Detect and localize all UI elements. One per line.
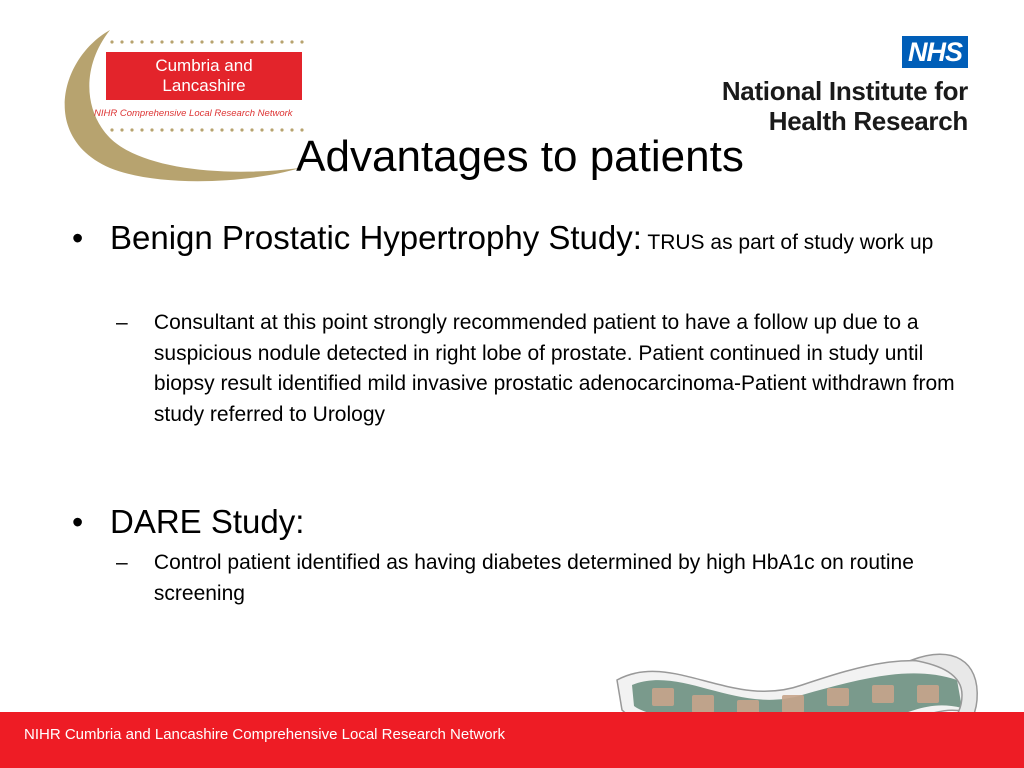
logo-line-1: Cumbria and [155, 56, 253, 75]
nihr-line-1: National Institute for [721, 76, 968, 106]
footer-bar [0, 712, 1024, 768]
dash-glyph: – [116, 311, 128, 334]
bullet-glyph: • [72, 220, 84, 256]
bullet-glyph: • [72, 504, 84, 540]
nihr-logo [722, 36, 968, 136]
sub-bullet-item [116, 308, 972, 430]
bullet-heading: DARE Study: [110, 503, 305, 540]
logo-tagline: NIHR Comprehensive Local Research Network [94, 108, 293, 119]
bullet-item [72, 218, 972, 258]
sub-bullet-item [116, 548, 972, 609]
slide-title: Advantages to patients [296, 132, 744, 181]
slide-content [72, 218, 972, 609]
logo-line-2: Lancashire [162, 76, 246, 95]
dash-glyph: – [116, 551, 128, 574]
bullet-heading: Benign Prostatic Hypertrophy Study: [110, 219, 642, 256]
nhs-badge: NHS [902, 36, 968, 68]
footer-text: NIHR Cumbria and Lancashire Comprehensive Local Research Network [24, 726, 506, 743]
nihr-line-2: Health Research [768, 106, 968, 136]
bullet-detail: TRUS as part of study work up [641, 231, 934, 254]
bullet-item [72, 502, 972, 542]
cumbria-lancashire-logo-box [106, 52, 302, 100]
sub-bullet-text: Control patient identified as having diabetes determined by high HbA1c on routine screening [153, 551, 914, 605]
sub-bullet-text: Consultant at this point strongly recommended patient to have a follow up due to a suspicious nodule detected in right lobe of prostate. Patient continued in study until biopsy result identified mild invasive prostatic adenocarcinoma-Patient withdrawn from study referred to Urology [153, 311, 955, 426]
nihr-logo-text [722, 76, 968, 136]
